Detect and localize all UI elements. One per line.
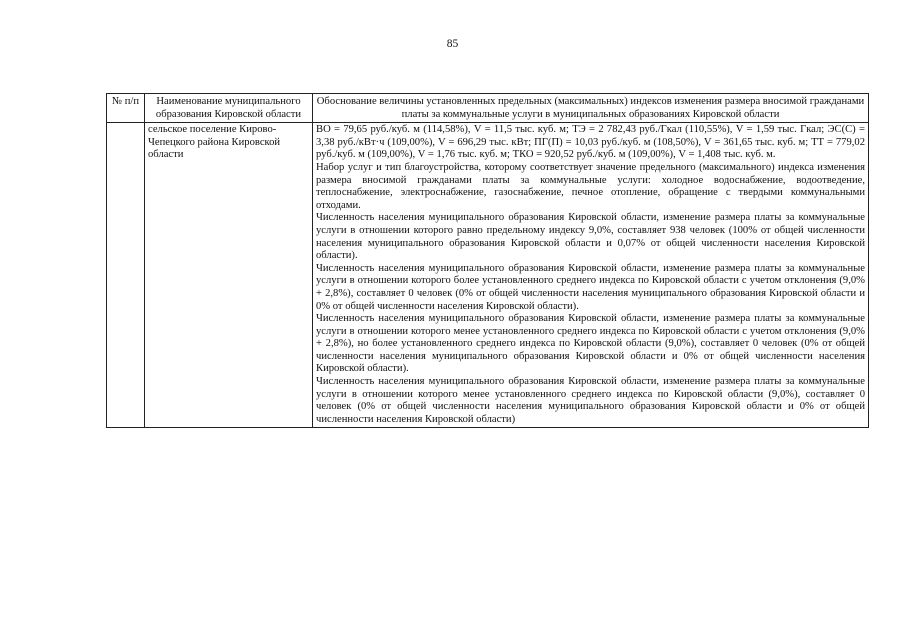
tariff-values-paragraph: ВО = 79,65 руб./куб. м (114,58%), V = 11,5 тыс. куб. м; ТЭ = 2 782,43 руб./Гкал (110,55%), V = 1,59 тыс. Гкал; ЭС(С) = 3,38 руб./кВт·ч (109,00%), V = 696,29 тыс. кВт; ПГ(П) = 10,03 руб./куб. м (108,50%), V = 361,65 тыс. куб. м; ТТ = 779,02 руб./куб. м (109,00%), V = 1,76 тыс. куб. м; ТКО = 920,52 руб./куб. м (109,00%), V = 1,408 тыс. куб. м. [316, 124, 865, 161]
page-number: 85 [446, 38, 459, 50]
population-below-index-paragraph: Численность населения муниципального образования Кировской области, изменение размера платы за коммунальные услуги в отношении которого менее установленного среднего индекса по Кировской области (9,0%), составляет 0 человек (0% от общей численности населения муниципального образования Кировской области и 0% от общей численности населения Кировской области) [316, 376, 865, 425]
row-number-cell [107, 123, 145, 428]
header-justification: Обоснование величины установленных предельных (максимальных) индексов изменения размера вносимой гражданами платы за коммунальные услуги в муниципальных образованиях Кировской области [313, 94, 869, 123]
population-equal-index-paragraph: Численность населения муниципального образования Кировской области, изменение размера платы за коммунальные услуги в отношении которого равно предельному индексу 9,0%, составляет 938 человек (100% от общей численности населения муниципального образования Кировской области и 0,07% от общей численности населения Кировской области). [316, 212, 865, 262]
tariff-justification-table [106, 93, 869, 428]
population-above-index-paragraph: Численность населения муниципального образования Кировской области, изменение размера платы за коммунальные услуги в отношении которого более установленного среднего индекса по Кировской области с учетом отклонения (9,0% + 2,8%), составляет 0 человек (0% от общей численности населения муниципального образования Кировской области и 0% от общей численности населения Кировской области). [316, 262, 865, 312]
justification-cell [313, 123, 869, 428]
municipality-name-cell: сельское поселение Кирово-Чепецкого района Кировской области [145, 123, 313, 428]
table-row [107, 123, 869, 428]
header-number: № п/п [107, 94, 145, 123]
table-header-row [107, 94, 869, 123]
header-municipality-name: Наименование муниципального образования Кировской области [145, 94, 313, 123]
population-between-index-paragraph: Численность населения муниципального образования Кировской области, изменение размера платы за коммунальные услуги в отношении которого менее установленного среднего индекса по Кировской области с учетом отклонения (9,0% + 2,8%), но более установленного среднего индекса по Кировской области (9,0%), составляет 0 человек (0% от общей численности населения муниципального образования Кировской области и 0% от общей численности населения Кировской области). [316, 313, 865, 375]
services-set-paragraph: Набор услуг и тип благоустройства, которому соответствует значение предельного (максимального) индекса изменения размера вносимой гражданами платы за коммунальные услуги: холодное водоснабжение, водоотведение, теплоснабжение, электроснабжение, газоснабжение, печное отопление, обращение с твердыми коммунальными отходами. [316, 161, 865, 211]
